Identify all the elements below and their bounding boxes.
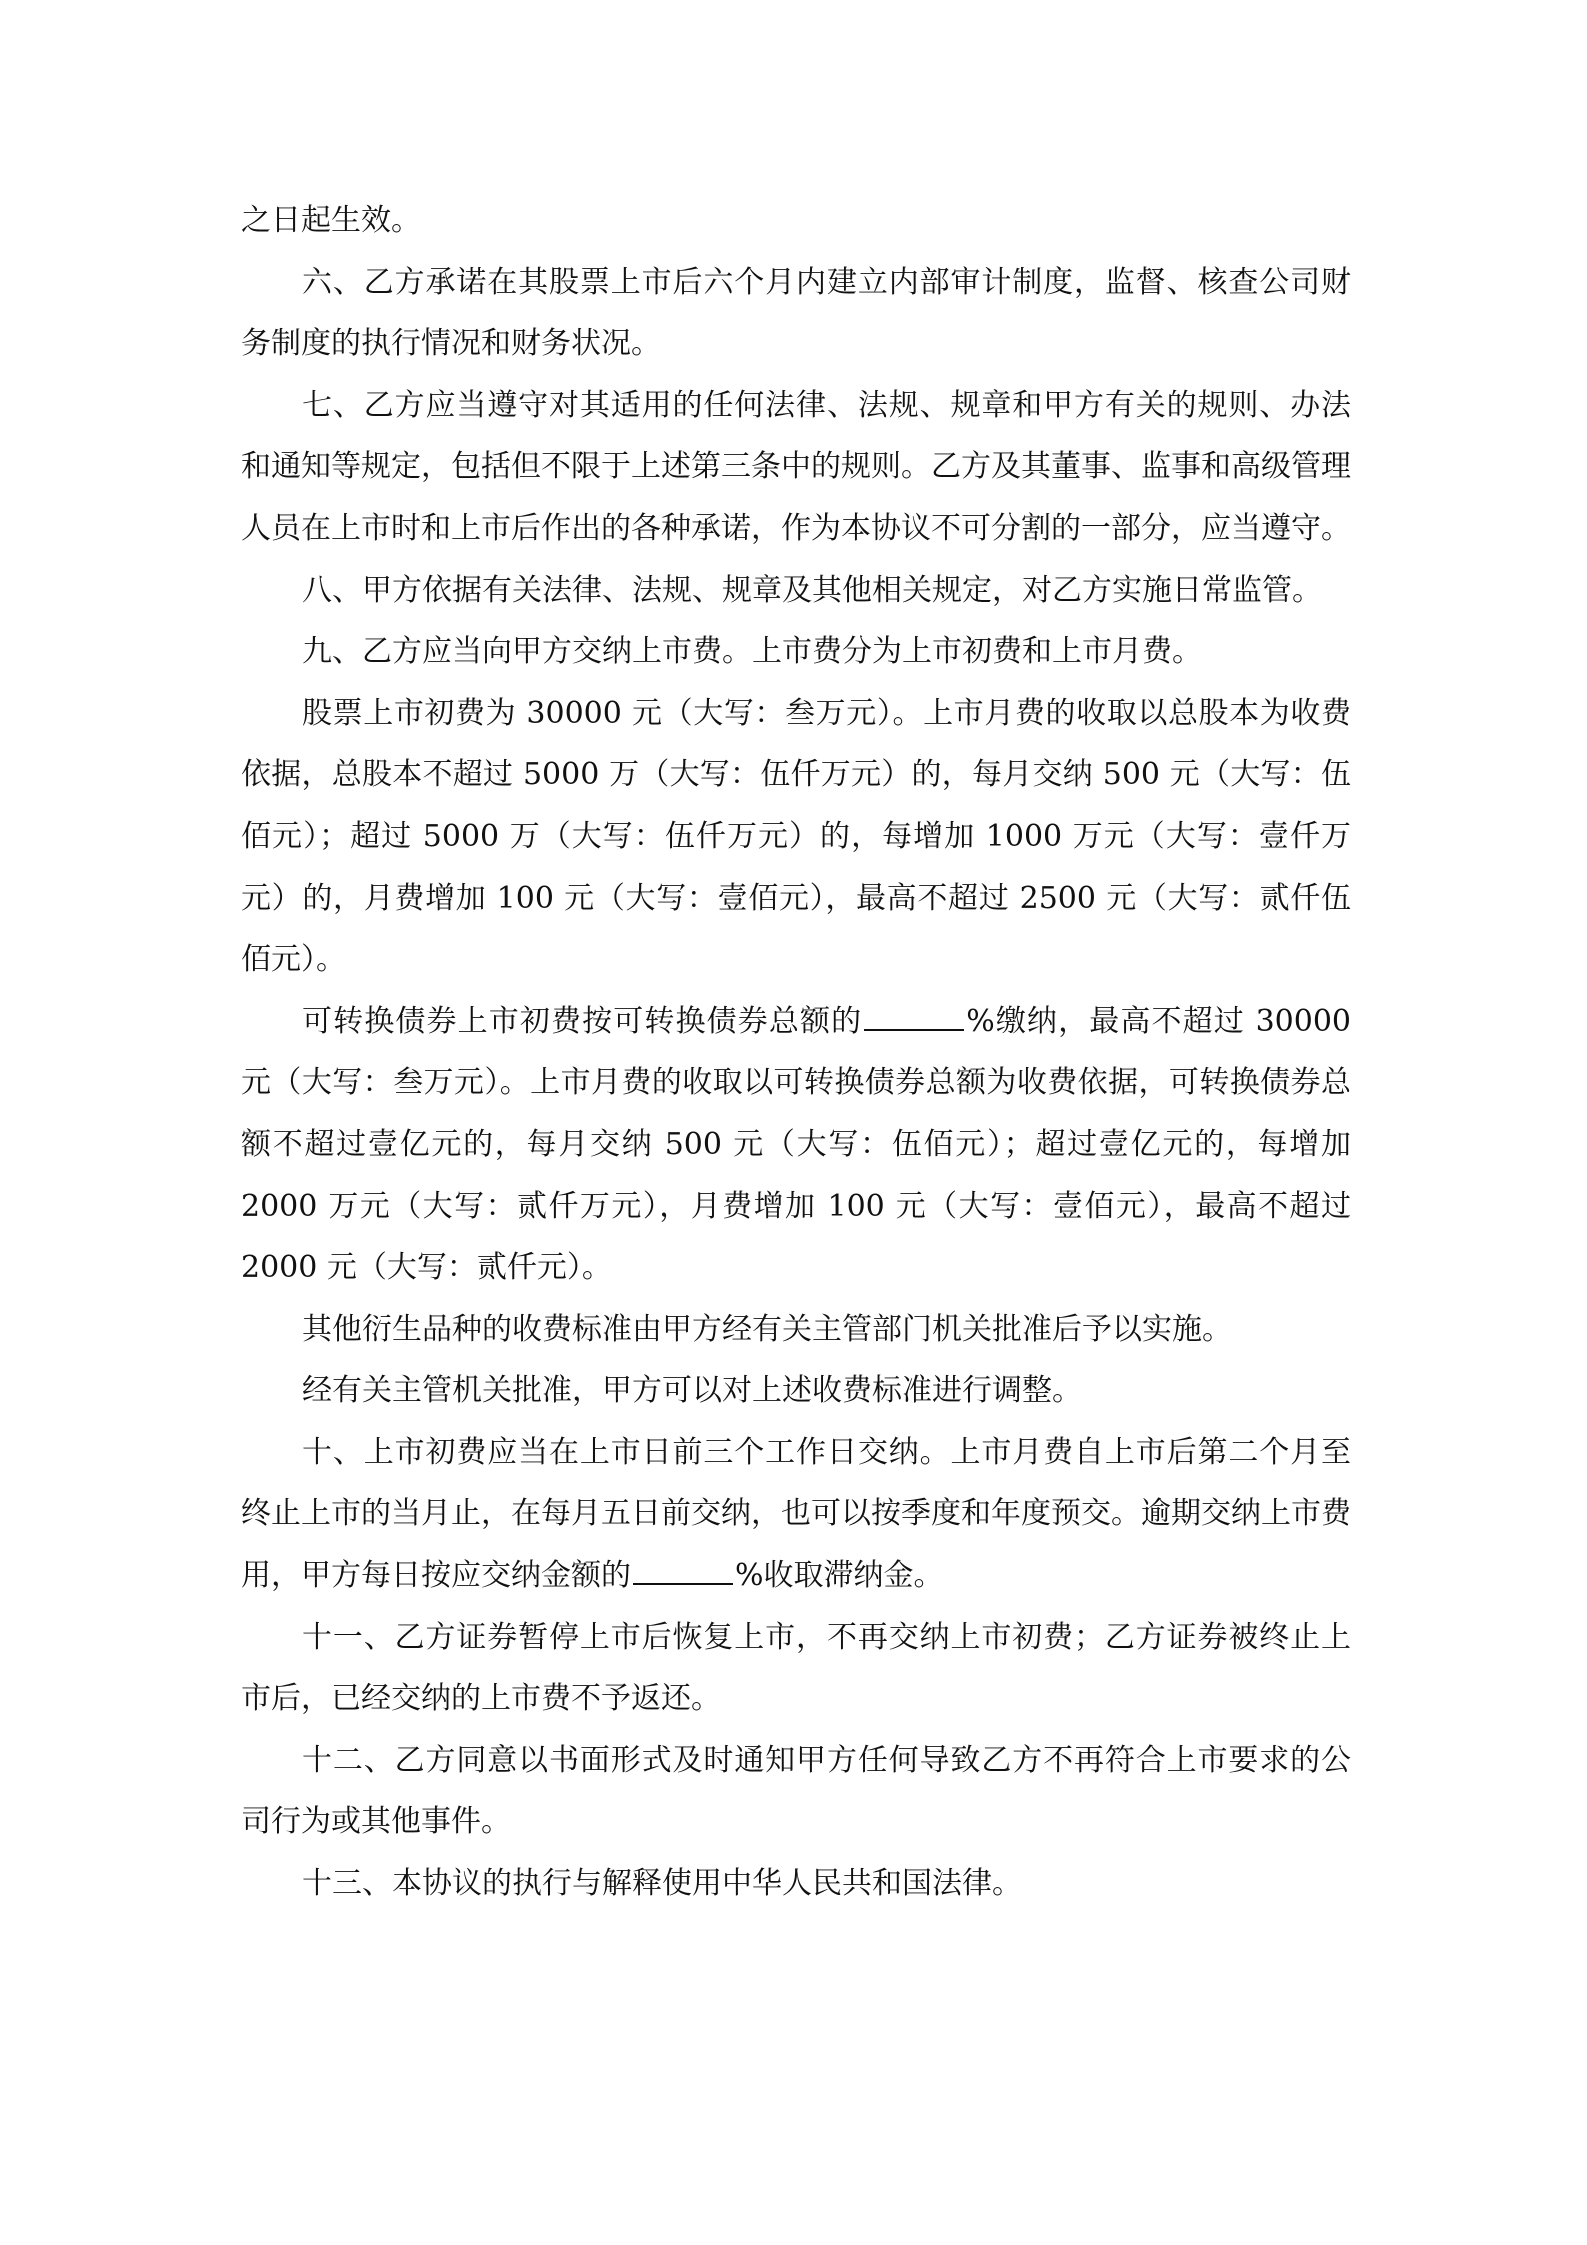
paragraph-effective-date: 之日起生效。	[241, 203, 421, 238]
paragraph-derivative-fees: 其他衍生品种的收费标准由甲方经有关主管部门机关批准后予以实施。	[302, 1311, 1232, 1347]
clause-10-text-before: 十、上市初费应当在上市日前三个工作日交纳。上市月费自上市后第二个月至终止上市的当月止，在每月五日前交纳，也可以按季度和年度预交。逾期交纳上市费用，甲方每日按应交纳金额的	[241, 1434, 1351, 1594]
paragraph-clause-11: 十一、乙方证券暂停上市后恢复上市，不再交纳上市初费；乙方证券被终止上市后，已经交纳的上市费不予返还。	[241, 1619, 1351, 1717]
paragraph-stock-listing-fees: 股票上市初费为 30000 元（大写：叁万元）。上市月费的收取以总股本为收费依据，总股本不超过 5000 万（大写：伍仟万元）的，每月交纳 500 元（大写：伍佰元）；超过 5000 万（大写：伍仟万元）的，每增加 1000 万元（大写：壹仟万元）的，月费增加 100 元（大写：壹佰元），最高不超过 2500 元（大写：贰仟伍佰元）。	[241, 695, 1351, 978]
convertible-bond-fees-text-before: 可转换债券上市初费按可转换债券总额的	[302, 1003, 863, 1039]
paragraph-clause-12: 十二、乙方同意以书面形式及时通知甲方任何导致乙方不再符合上市要求的公司行为或其他事件。	[241, 1742, 1351, 1840]
late-fee-rate-blank	[633, 1557, 733, 1585]
clause-10-text-after: %收取滞纳金。	[735, 1558, 944, 1594]
paragraph-fee-adjustment: 经有关主管机关批准，甲方可以对上述收费标准进行调整。	[302, 1373, 1082, 1409]
convertible-bond-fees-text-after: %缴纳，最高不超过 30000 元（大写：叁万元）。上市月费的收取以可转换债券总额为收费依据，可转换债券总额不超过壹亿元的，每月交纳 500 元（大写：伍佰元）；超过壹亿元的，每增加 2000 万元（大写：贰仟万元），月费增加 100 元（大写：壹佰元），最高不超过 2000 元（大写：贰仟元）。	[241, 1003, 1351, 1286]
paragraph-clause-10	[241, 1422, 1351, 1607]
paragraph-clause-9: 九、乙方应当向甲方交纳上市费。上市费分为上市初费和上市月费。	[302, 634, 1202, 670]
paragraph-convertible-bond-fees	[241, 991, 1351, 1299]
paragraph-clause-7: 七、乙方应当遵守对其适用的任何法律、法规、规章和甲方有关的规则、办法和通知等规定，包括但不限于上述第三条中的规则。乙方及其董事、监事和高级管理人员在上市时和上市后作出的各种承诺，作为本协议不可分割的一部分，应当遵守。	[241, 387, 1351, 546]
paragraph-clause-8: 八、甲方依据有关法律、法规、规章及其他相关规定，对乙方实施日常监管。	[302, 572, 1322, 608]
paragraph-clause-13: 十三、本协议的执行与解释使用中华人民共和国法律。	[302, 1866, 1022, 1902]
convertible-bond-rate-blank	[864, 1003, 964, 1031]
paragraph-clause-6: 六、乙方承诺在其股票上市后六个月内建立内部审计制度，监督、核查公司财务制度的执行情况和财务状况。	[241, 264, 1351, 362]
document-body	[241, 190, 1351, 1915]
